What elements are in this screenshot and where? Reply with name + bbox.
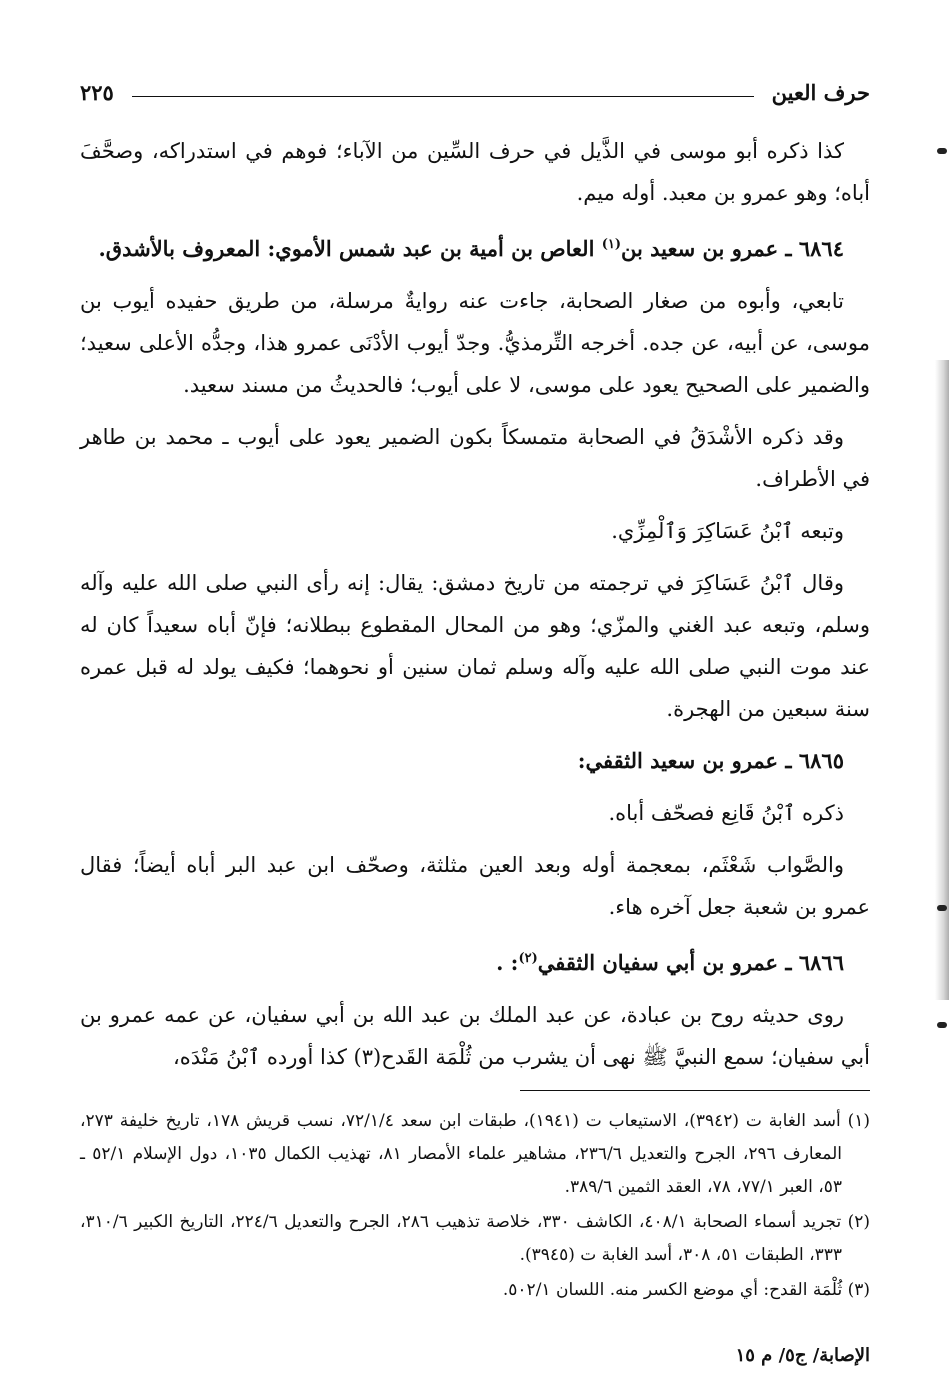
- footnote-ref: (٢): [518, 951, 538, 966]
- footnote: (٣) ثُلْمَة القدح: أي موضع الكسر منه. اللسان ٥٠٢/١.: [502, 1280, 870, 1300]
- text-paragraph: وتبعه ٱبْنُ عَسَاكِرَ وَٱلْمِزِّي.: [611, 519, 844, 543]
- biography-entry: [80, 740, 870, 782]
- entry-description: العاص بن أمية بن عبد شمس الأموي: المعروف بالأشدق.: [98, 236, 602, 261]
- signature-mark: الإصابة/ ج٥/ م ١٥: [735, 1345, 870, 1366]
- text-paragraph: وقال ٱبْنُ عَسَاكِرَ في ترجمته من تاريخ دمشق: يقال: إنه رأى النبي صلى الله عليه وآله وسلم، وتبعه عبد الغني والمزّي؛ وهو من المحال المقطوع ببطلانه؛ فإنّ أباه سعيداً كان له عند موت النبي صلى الله عليه وآله وسلم ثمان سنين أو نحوهما؛ فكيف يولد له قبل عمره سنة سبعين من الهجرة.: [80, 571, 870, 721]
- footnote: (١) أسد الغابة ت (٣٩٤٢)، الاستيعاب ت (١٩٤١)، طبقات ابن سعد ٧٢/١/٤، نسب قريش ١٧٨، تاريخ خليفة ٢٧٣، المعارف ٢٩٦، الجرح والتعديل ٢٣٦/٦، مشاهير علماء الأمصار ٨١، تهذيب الكمال ١٠٣٥، دول الإسلام ٥٢/١ ـ ٥٣، العبر ٧٧/١، ٧٨، العقد الثمين ٣٨٩/٦.: [80, 1111, 870, 1197]
- text-paragraph: وقد ذكره الأشْدَقُ في الصحابة متمسكاً بكون الضمير يعود على أيوب ـ محمد بن طاهر في الأطراف.: [80, 425, 870, 491]
- book-page: [80, 72, 870, 1372]
- footnote-separator: [520, 1090, 870, 1091]
- header-rule: [132, 96, 754, 97]
- text-paragraph: والصَّواب شَعْثَم، بمعجمة أوله وبعد العين مثلثة، وصحّف ابن عبد البر أباه أيضاً؛ فقال عمرو بن شعبة جعل آخره هاء.: [80, 853, 870, 919]
- text-paragraph: روى حديثه روح بن عبادة، عن عبد الملك بن عبد الله بن أبي سفيان، عن عمه عمرو بن أبي سفيان؛ سمع النبيَّ ﷺ نهى أن يشرب من ثُلْمَة القَدح(٣) كذا أورده ٱبْنُ مَنْدَه،: [80, 1003, 870, 1069]
- entry-number: ٦٨٦٦: [798, 950, 844, 975]
- entry-number: ٦٨٦٥: [798, 748, 844, 773]
- page-number: ٢٢٥: [80, 79, 114, 105]
- footnote: (٢) تجريد أسماء الصحابة ٤٠٨/١، الكاشف ٣٣٠، خلاصة تذهيب ٢٨٦، الجرح والتعديل ٢٢٤/٦، التاريخ الكبير ٣١٠/٦، ٣٣٣، الطبقات ٥١، ٣٠٨، أسد الغابة ت (٣٩٤٥).: [80, 1212, 871, 1265]
- entry-description: : .: [496, 950, 519, 975]
- footnotes: [80, 1105, 870, 1307]
- entry-name: ـ عمرو بن سعيد بن: [621, 236, 792, 261]
- text-paragraph: كذا ذكره أبو موسى في الذَّيل في حرف السِّين من الآباء؛ فوهم في استدراكه، وصحَّفَ أباه؛ وهو عمرو بن معبد. أوله ميم.: [80, 139, 870, 205]
- scan-mark: [937, 1022, 947, 1028]
- entry-number: ٦٨٦٤: [798, 236, 844, 261]
- scan-mark: [937, 905, 947, 911]
- section-title: حرف العين: [771, 79, 870, 105]
- scan-mark: [937, 148, 947, 154]
- scan-edge-shadow: [935, 360, 949, 1000]
- footnote-ref: (١): [601, 237, 622, 252]
- entry-name: ـ عمرو بن سعيد الثقفي:: [577, 748, 792, 773]
- text-paragraph: تابعي، وأبوه من صغار الصحابة، جاءت عنه روايةٌ مرسلة، من طريق حفيده أيوب بن موسى، عن أبيه، عن جده. أخرجه التِّرمذيُّ. وجدّ أيوب الأدْنَى عمرو هذا، وجدُّه الأعلى سعيد؛ والضمير على الصحيح يعود على موسى، لا على أيوب؛ فالحديثُ من مسند سعيد.: [80, 289, 870, 397]
- biography-entry: [80, 224, 870, 270]
- text-paragraph: ذكره ٱبْنُ قَانِع فصحّف أباه.: [608, 801, 844, 825]
- running-head: [80, 72, 870, 112]
- biography-entry: [80, 938, 870, 984]
- entry-name: ـ عمرو بن أبي سفيان الثقفي: [537, 950, 792, 975]
- main-text: [80, 130, 870, 1078]
